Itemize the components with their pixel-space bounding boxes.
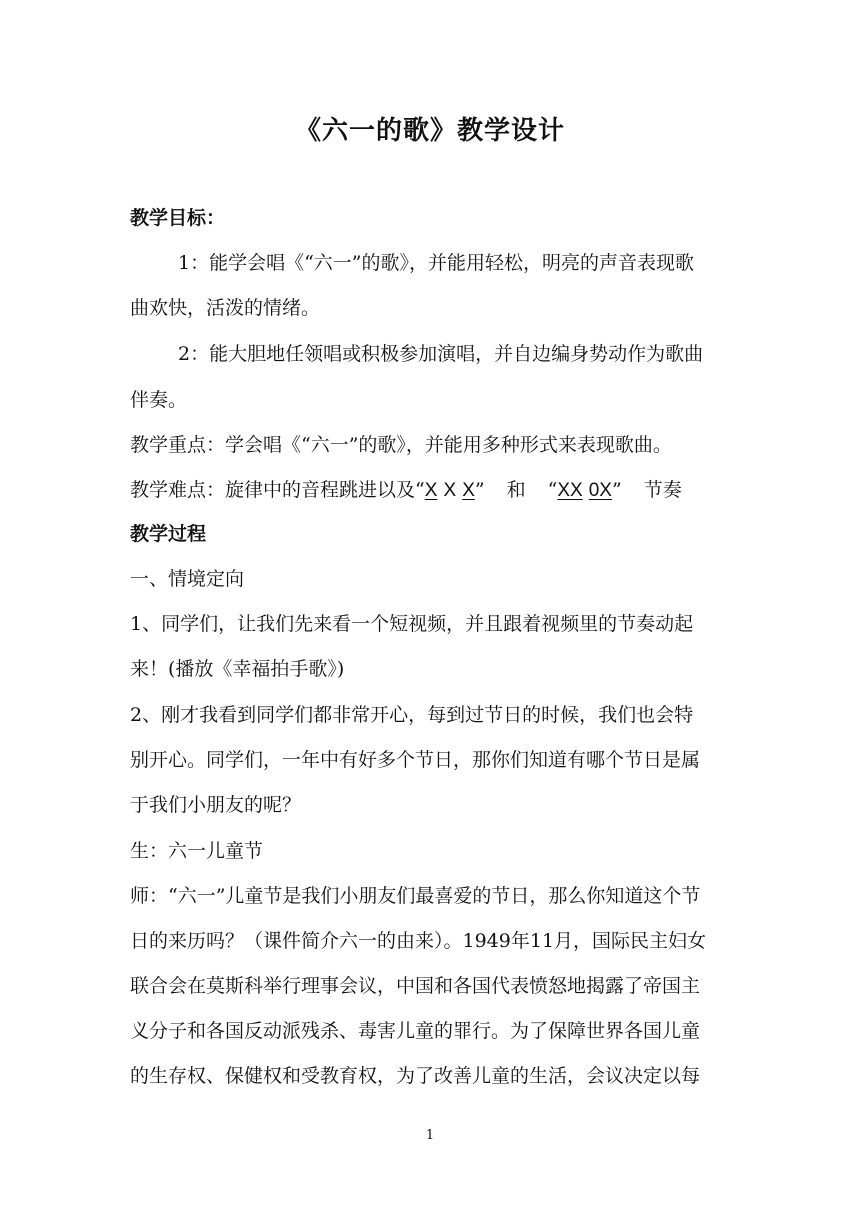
quote-close: ” xyxy=(474,479,485,501)
paragraph-2-line-2: 别开心。同学们，一年中有好多个节日，那你们知道有哪个节日是属 xyxy=(130,749,701,771)
quote-close: ” xyxy=(611,479,622,501)
teacher-line-3: 联合会在莫斯科举行理事会议，中国和各国代表愤怒地揭露了帝国主 xyxy=(130,975,701,997)
objective-1-line-2: 曲欢快，活泼的情绪。 xyxy=(130,297,321,319)
quote-open: “ xyxy=(547,479,558,501)
difficulty-suffix: 节奏 xyxy=(643,479,682,501)
objective-2-line-1: 2：能大胆地任领唱或积极参加演唱，并自边编身势动作为歌曲 xyxy=(178,343,704,365)
difficulty-and: 和 xyxy=(506,479,526,501)
teacher-line-4: 义分子和各国反动派残杀、毒害儿童的罪行。为了保障世界各国儿童 xyxy=(130,1020,701,1042)
difficulty-prefix: 教学难点：旋律中的音程跳进以及“ xyxy=(130,479,425,501)
rhythm-note: X xyxy=(443,480,457,501)
process-heading: 教学过程 xyxy=(130,523,207,545)
page-title: 《六一的歌》教学设计 xyxy=(294,116,565,146)
paragraph-2-line-3: 于我们小朋友的呢？ xyxy=(130,794,302,816)
page-number: 1 xyxy=(425,1128,435,1143)
section-heading: 一、情境定向 xyxy=(130,568,245,590)
rhythm-note: X xyxy=(424,480,438,501)
teacher-line-2: 日的来历吗？（课件简介六一的由来）。1949年11月，国际民主妇女 xyxy=(130,930,707,952)
paragraph-2-line-1: 2、刚才我看到同学们都非常开心，每到过节日的时候，我们也会特 xyxy=(130,704,694,726)
objective-1-line-1: 1：能学会唱《“六一”的歌》，并能用轻松，明亮的声音表现歌 xyxy=(178,252,695,274)
paragraph-1-line-1: 1、同学们，让我们先来看一个短视频，并且跟着视频里的节奏动起 xyxy=(130,613,694,635)
key-point: 教学重点：学会唱《“六一”的歌》，并能用多种形式来表现歌曲。 xyxy=(130,434,672,456)
rhythm-note: XX xyxy=(557,480,583,501)
rhythm-note: X xyxy=(462,480,475,501)
difficulty-line xyxy=(130,478,750,503)
student-answer: 生：六一儿童节 xyxy=(130,840,264,862)
paragraph-1-line-2: 来！(播放《幸福拍手歌》) xyxy=(130,658,345,680)
rhythm-note: 0X xyxy=(588,480,612,501)
objectives-heading: 教学目标： xyxy=(130,207,226,229)
teacher-line-5: 的生存权、保健权和受教育权，为了改善儿童的生活，会议决定以每 xyxy=(130,1065,701,1087)
objective-2-line-2: 伴奏。 xyxy=(130,389,188,411)
teacher-line-1: 师：“六一”儿童节是我们小朋友们最喜爱的节日，那么你知道这个节 xyxy=(130,885,701,907)
